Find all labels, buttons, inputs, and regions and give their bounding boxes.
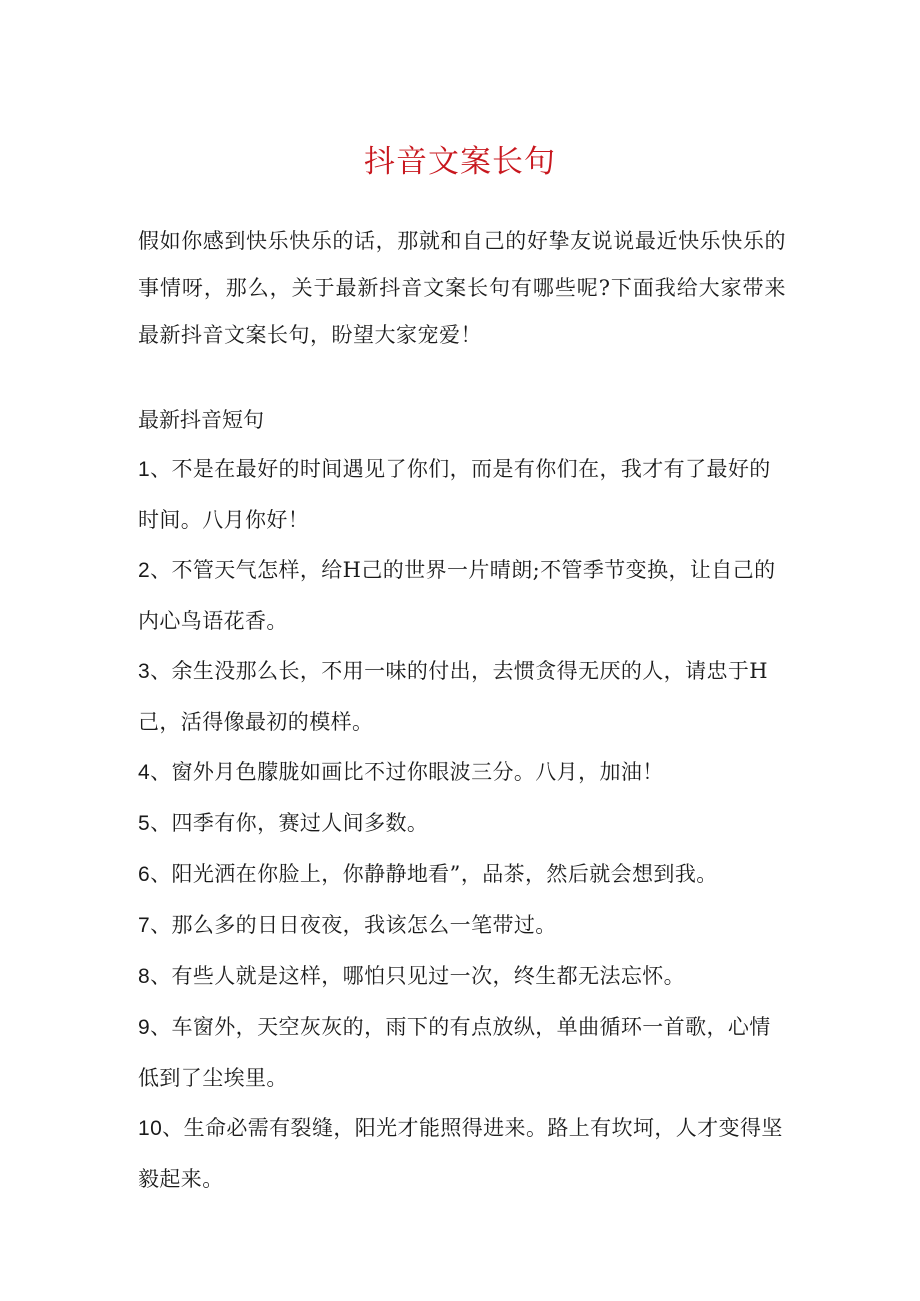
item-text: 不是在最好的时间遇见了你们，而是有你们在，我才有了最好的时间。八月你好！ <box>138 457 771 532</box>
list-item <box>138 849 786 900</box>
item-text: 生命必需有裂缝，阳光才能照得进来。路上有坎坷，人才变得坚毅起来。 <box>138 1116 783 1191</box>
item-text: 窗外月色朦胧如画比不过你眼波三分。八月，加油！ <box>171 760 664 784</box>
item-number: 5、 <box>138 812 172 835</box>
item-text: 四季有你，赛过人间多数。 <box>171 811 429 835</box>
item-number: 9、 <box>138 1016 172 1039</box>
intro-paragraph: 假如你感到快乐快乐的话，那就和自己的好挚友说说最近快乐快乐的事情呀，那么，关于最新抖音文案长句有哪些呢?下面我给大家带来最新抖音文案长句，盼望大家宠爱！ <box>138 229 786 347</box>
list-item <box>138 1002 786 1103</box>
item-number: 10、 <box>138 1117 184 1140</box>
item-text: 阳光洒在你脸上，你静静地看”，品茶，然后就会想到我。 <box>171 862 718 886</box>
list-item <box>138 545 786 646</box>
item-number: 3、 <box>138 660 172 683</box>
item-text: 有些人就是这样，哪怕只见过一次，终生都无法忘怀。 <box>171 964 686 988</box>
list-item <box>138 951 786 1002</box>
list-item <box>138 646 786 747</box>
list-item <box>138 444 786 545</box>
item-number: 7、 <box>138 914 172 937</box>
item-number: 8、 <box>138 965 172 988</box>
item-number: 2、 <box>138 559 172 582</box>
document-title: 抖音文案长句 <box>364 144 556 180</box>
document-body <box>138 218 786 1204</box>
item-number: 6、 <box>138 863 172 886</box>
item-number: 4、 <box>138 761 172 784</box>
section-heading: 最新抖音短句 <box>138 408 264 432</box>
quote-list <box>138 444 786 1204</box>
item-text: 那么多的日日夜夜，我该怎么一笔带过。 <box>171 913 557 937</box>
item-number: 1、 <box>138 458 172 481</box>
list-item <box>138 747 786 798</box>
item-text: 车窗外，天空灰灰的，雨下的有点放纵，单曲循环一首歌，心情低到了尘埃里。 <box>138 1015 771 1090</box>
list-item <box>138 1103 786 1204</box>
list-item <box>138 900 786 951</box>
item-text: 不管天气怎样，给H己的世界一片晴朗;不管季节变换，让自己的内心鸟语花香。 <box>138 558 776 633</box>
item-text: 余生没那么长，不用一味的付出，去惯贪得无厌的人，请忠于H己，活得像最初的模样。 <box>138 659 768 734</box>
list-item <box>138 798 786 849</box>
